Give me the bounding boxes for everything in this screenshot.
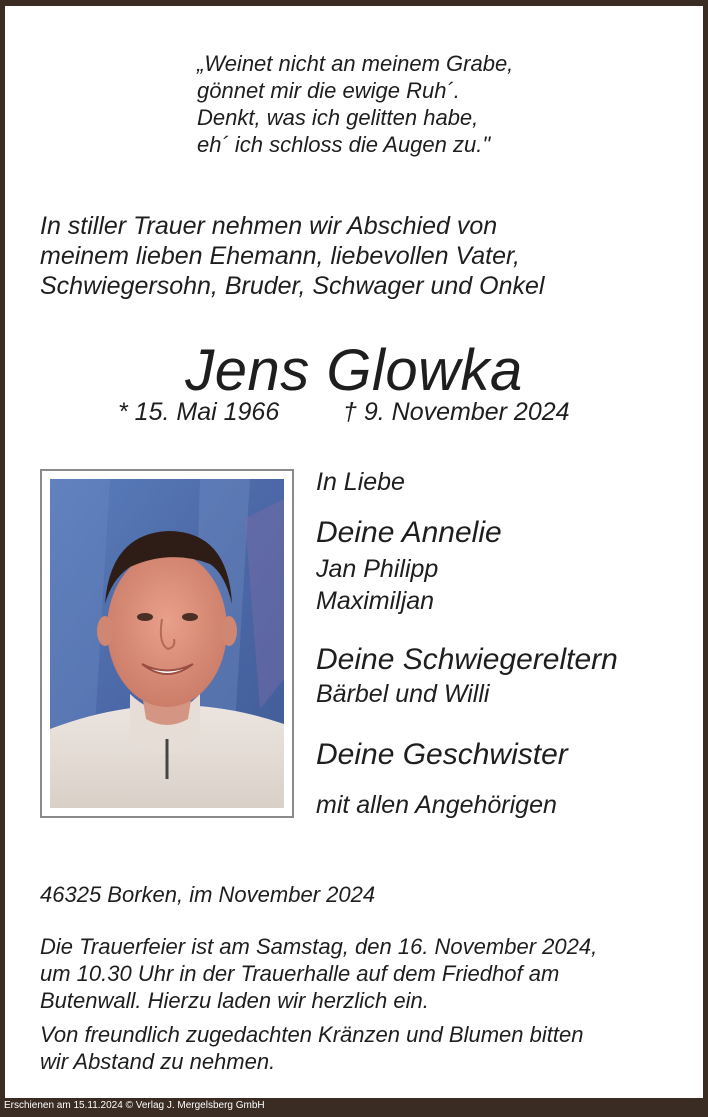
- wife-name: Deine Annelie: [316, 516, 502, 549]
- birth-date: * 15. Mai 1966: [118, 398, 280, 426]
- death-date: † 9. November 2024: [343, 398, 570, 426]
- siblings-label: Deine Geschwister: [316, 738, 568, 771]
- child-name: Maximiljan: [316, 587, 435, 615]
- portrait-frame: [40, 469, 294, 818]
- in-love-label: In Liebe: [316, 468, 405, 496]
- funeral-line: Die Trauerfeier ist am Samstag, den 16. November 2024,: [40, 934, 598, 959]
- poem-line: Denkt, was ich gelitten habe,: [197, 105, 479, 130]
- location-date: 46325 Borken, im November 2024: [40, 882, 376, 907]
- poem-line: „Weinet nicht an meinem Grabe,: [197, 51, 514, 76]
- flowers-line: wir Abstand zu nehmen.: [40, 1049, 276, 1074]
- obituary-card: [5, 6, 703, 1098]
- poem-line: gönnet mir die ewige Ruh´.: [197, 78, 460, 103]
- funeral-line: um 10.30 Uhr in der Trauerhalle auf dem Friedhof am: [40, 961, 560, 986]
- flowers-note: [40, 1021, 583, 1075]
- child-name: Jan Philipp: [316, 555, 439, 583]
- in-laws-names: Bärbel und Willi: [316, 680, 490, 708]
- relatives-label: mit allen Angehörigen: [316, 791, 557, 819]
- intro-line: In stiller Trauer nehmen wir Abschied von: [40, 212, 498, 240]
- portrait-photo: [50, 479, 284, 808]
- intro-line: Schwiegersohn, Bruder, Schwager und Onkel: [40, 272, 545, 300]
- poem-line: eh´ ich schloss die Augen zu.": [197, 132, 491, 157]
- in-laws-label: Deine Schwiegereltern: [316, 643, 618, 676]
- flowers-line: Von freundlich zugedachten Kränzen und Blumen bitten: [40, 1022, 584, 1047]
- funeral-line: Butenwall. Hierzu laden wir herzlich ein.: [40, 988, 429, 1013]
- intro-line: meinem lieben Ehemann, liebevollen Vater,: [40, 242, 520, 270]
- funeral-info: [40, 933, 597, 1014]
- poem: [197, 50, 513, 158]
- deceased-name: Jens Glowka: [185, 338, 523, 403]
- publication-footer: Erschienen am 15.11.2024 © Verlag J. Mergelsberg GmbH: [4, 1100, 265, 1111]
- intro-text: [40, 211, 544, 301]
